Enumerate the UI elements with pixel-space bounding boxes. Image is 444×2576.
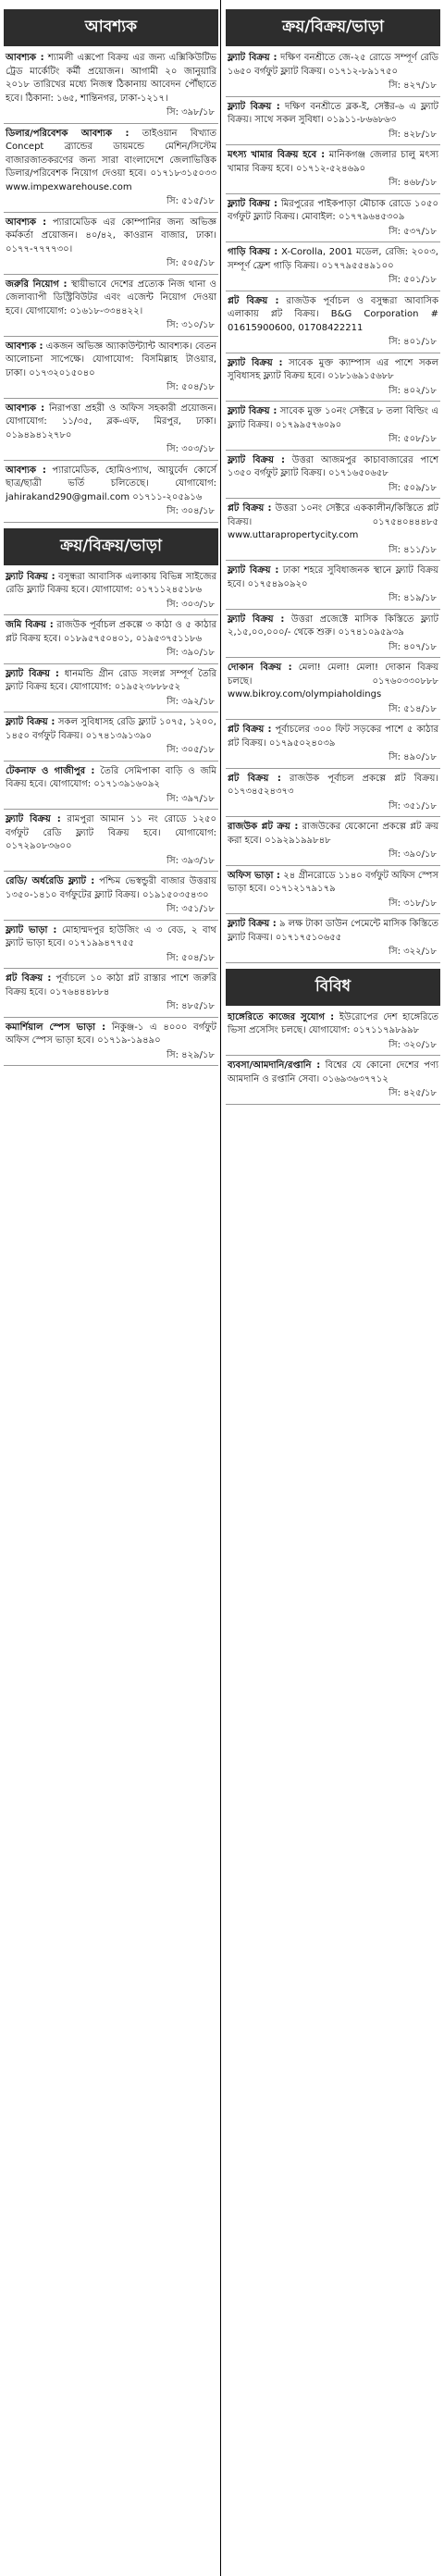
ad-text: সাবেক মুক্ত ১০নং সেক্টরে ৮ তলা বিল্ডিং এ ফ্ল্যাট বিক্রয়। ০১৭৯৯৫৭৬০৯০ [228,406,438,430]
ad-body [228,357,438,384]
ad-body [6,875,216,902]
ad-title: প্লট বিক্রয় : [228,724,272,735]
ad-text: মোহাম্মদপুর হাউজিং এ ৩ বেড, ২ বাথ ফ্ল্যাট ভাড়া হবে। ০১৭১৯৯৪৭৭৫৫ [6,924,216,948]
classified-ad [226,50,440,97]
classified-ad [226,403,440,451]
ad-code: সি: ৪৮৫/১৮ [166,1001,215,1011]
ad-title: আবশ্যক : [6,217,47,228]
ad-text: নিরাপত্তা প্রহরী ও অফিস সহকারী প্রয়োজন। যোগাযোগ: ১১/৩৫, ব্লক-এফ, মিরপুর, ঢাকা। ০১৯৪৯৪১২৭৮০ [6,402,216,440]
ad-text: পূর্বাচলের ৩০০ ফিট সড়কের পাশে ৫ কাঠার প্লট বিক্রয়। ০১৭৯৫০২৪০৩৯ [228,724,438,749]
classified-ad [226,771,440,818]
ad-body [6,52,216,105]
ad-body [228,454,438,481]
ad-body [228,405,438,432]
ad-title: ফ্ল্যাট বিক্রয় : [228,613,285,625]
ad-text: সাবেক মুক্ত ক্যাম্পাস এর পাশে সকল সুবিধাসহ ফ্ল্যাট বিক্রয় হবে। ০১৮১৬৯১৫৬৮৮ [228,357,438,381]
ad-body [228,1059,438,1086]
ad-code: সি: ৩০৩/১৮ [166,599,215,610]
right-column [226,4,440,1107]
ad-code: সি: ৫০৫/১৮ [166,258,215,268]
ad-code: সি: ৫০৪/১৮ [166,382,215,392]
classified-ad [226,563,440,610]
ad-code: সি: ৫০৮/১৮ [388,434,437,444]
ad-body [228,502,438,543]
classified-ad [4,215,218,275]
classified-ad [4,569,218,616]
ad-code: সি: ৩৫১/১৮ [388,800,437,811]
ad-text: দক্ষিণ বনশ্রীতে ব্লক-ই, সেক্টর-৬ এ ফ্ল্যাট বিক্রয়। সাথে সকল সুবিধা। ০১৯১১-৮৬৬৮৬৩ [228,101,438,125]
ad-code: সি: ৫০৪/১৮ [166,952,215,963]
ad-text: প্যারামেডিক, হোমিওপ্যাথ, আয়ুর্বেদ কোর্সে ছাত্র/ছাত্রী ভর্তি চলিতেছে। যোগাযোগ: jahirakand290@gmail.com ০১৭১১-২০৫৯১৬ [6,464,216,502]
ad-body [228,870,438,897]
ad-text: রাজউক পূর্বাচল ও বসুন্ধরা আবাসিক এলাকায় প্লট বিক্রয়। B&G Corporation # 01615900600, 01708422211 [228,295,438,333]
classified-ad [4,50,218,124]
ad-body [6,341,216,381]
ad-code: সি: ৩৫১/১৮ [166,904,215,914]
ad-text: তাইওয়ান বিখ্যাত Concept ব্র্যান্ডের ডায়মন্ডে মেশিন/সিস্টেম বাজারজাতকরণের জন্য সারা বাংলাদেশে জেলাভিত্তিক ডিলার/পরিবেশক নিয়োগ দেওয়া হবে। ০১৭১৮৩১৫০৩৩ www.impexwarehouse.com [6,128,216,192]
ad-code: সি: ৩২২/১৮ [388,947,437,957]
ad-text: বিশ্বের যে কোনো দেশের পণ্য আমদানি ও রপ্তানি সেবা। ০১৬৯৩৬৩৭৭১২ [228,1060,438,1084]
ad-text: মিরপুরের পাইকপাড়া মৌচাক রোডে ১০৫০ বর্গফুট ফ্ল্যাট বিক্রয়। মোবাইল: ০১৭৭৯৬৪৫৩০৯ [228,198,438,222]
ad-body [6,972,216,999]
ad-code: সি: ৩২০/১৮ [388,1039,437,1050]
ad-title: জমি বিক্রয় : [6,620,54,630]
ad-code: সি: ৩৯০/১৮ [388,849,437,860]
ad-text: সকল সুবিধাসহ রেডি ফ্ল্যাট ১০৭৫, ১২০০, ১৪৫০ বর্গফুট বিক্রয়। ০১৭৪১৩৯১৩৯০ [6,717,216,741]
ad-title: আবশ্যক : [6,464,46,476]
section-header: ক্রয়/বিক্রয়/ভাড়া [4,528,218,565]
ad-body [6,668,216,695]
ad-text: স্থায়ীভাবে দেশের প্রত্যেক নিজ থানা ও জেলাব্যাপী ডিস্ট্রিবিউটর এবং এজেন্ট নিয়োগ দেওয়া হবে। যোগাযোগ: ০১৬১৮-৩৩৪৪২২। [6,279,216,316]
ad-title: কমার্শিয়াল স্পেস ভাড়া : [6,1022,106,1033]
ad-text: তৈরি সেমিপাকা বাড়ি ও জমি বিক্রয় হবে। যোগাযোগ: ০১৭১৩৯১৬০৯২ [6,765,216,789]
classified-ad [226,1009,440,1057]
ad-body [6,571,216,598]
ad-code: সি: ৩০৫/১৮ [166,745,215,755]
ad-title: অফিস ভাড়া : [228,870,280,881]
ad-text: রাজউক পূর্বাচল প্রকল্পে প্লট বিক্রয়। ০১৭৩৪৫২৪৩৭৩ [228,773,438,797]
ad-text: ধানমন্ডি গ্রীন রোড সংলগ্ন সম্পূর্ণ তৈরি ফ্ল্যাট বিক্রয় হবে। যোগাযোগ: ০১৯৫২৩৮৮৮৫২ [6,668,216,692]
section-header: বিবিধ [226,969,440,1006]
ad-text: ২৪ গ্রীনরোডে ১১৪০ বর্গফুট অফিস স্পেস ভাড়া হবে। ০১৭১২১৭৯১৭৯ [228,870,438,894]
classified-ad [4,617,218,664]
ad-body [6,619,216,646]
ad-list [4,50,218,523]
ad-title: মৎস্য খামার বিক্রয় হবে : [228,150,326,160]
ad-body [6,279,216,319]
ad-title: ফ্ল্যাট বিক্রয় : [228,198,278,209]
classified-ad [226,147,440,194]
ad-code: সি: ৩৯৩/১৮ [166,855,215,866]
ad-title: ফ্ল্যাট বিক্রয় : [228,406,278,416]
ad-code: সি: ৫১৫/১৮ [166,196,215,206]
ad-title: রেডি/ অর্ধরেডি ফ্ল্যাট : [6,876,95,886]
ad-title: ফ্ল্যাট বিক্রয় : [228,565,279,576]
classified-ad [4,1020,218,1067]
ad-code: সি: ৫০১/১৮ [388,275,437,285]
section-header: আবশ্যক [4,9,218,46]
ad-code: সি: ৪১৯/১৮ [388,593,437,603]
classified-ad [4,763,218,811]
ad-title: ডিলার/পরিবেশক আবশ্যক : [6,128,130,139]
ad-text: X-Corolla, 2001 মডেল, রেজি: ২০০৩, সম্পূর্ণ ফ্রেশ গাড়ি বিক্রয়। ০১৭৭৯৫৫৪৯১০০ [228,247,438,271]
ad-text: উত্তরা ১০নং সেক্টরে এককালীন/কিস্তিতে প্লট বিক্রয়। ০১৭৫৪০৪৪৪৮৫ www.uttarapropertycity.com [228,503,438,540]
classified-ad [4,277,218,337]
ad-text: পশ্চিম ভেস্বন্ডুরী বাজার উত্তরায় ১৩৫০-১৪১০ বর্গফুটের ফ্ল্যাট বিক্রয়। ০১৯১৫০৩৫৪৩০ [6,876,217,900]
ad-title: টেকনাফ ও গাজীপুর : [6,765,95,776]
ad-title: দোকান বিক্রয় : [228,663,292,673]
classified-ad [4,339,218,399]
ad-title: ফ্ল্যাট বিক্রয় : [6,668,59,679]
ad-code: সি: ৪২৯/১৮ [166,1049,215,1060]
ad-body [228,149,438,176]
classified-ad [226,868,440,915]
classified-ad [226,196,440,243]
ad-body [228,918,438,945]
section-header: ক্রয়/বিক্রয়/ভাড়া [226,9,440,46]
ad-code: সি: ৩১৮/১৮ [388,898,437,909]
ad-body [228,101,438,128]
classified-ad [226,501,440,561]
ad-title: ফ্ল্যাট বিক্রয় : [228,919,277,929]
classified-ad [226,722,440,769]
ad-title: ফ্ল্যাট বিক্রয় : [6,814,61,824]
classified-ad [4,463,218,523]
ad-code: সি: ৪০২/১৮ [388,385,437,396]
ad-text: ইউরোপের দেশ হাঙ্গেরিতে ভিসা প্রসেসিং চলছে। যোগাযোগ: ০১৭১১৭৯৮৯৯৮ [228,1011,438,1035]
ad-code: সি: ৩৯০/১৮ [166,648,215,658]
ad-list [226,50,440,963]
ad-title: ফ্ল্যাট ভাড়া : [6,924,57,935]
ad-body [6,128,216,195]
ad-body [6,716,216,743]
ad-code: সি: ৪০১/১৮ [388,337,437,347]
ad-list [4,569,218,1067]
ad-body [228,724,438,750]
ad-text: শ্যামলী এক্সপো বিক্রয় এর জন্য এক্সিকিউটিভ ট্রেড মার্কেটিং কর্মী প্রয়োজন। আগামী ২০ জানুয়ারি ২০১৮ তারিখের মধ্যে নিজস্ব ঠিকানায় আবেদন পৌঁছাতে হবে। ঠিকানা: ১৬৫, শান্তিনগর, ঢাকা-১২১৭। [6,53,216,104]
ad-body [228,662,438,702]
ad-title: গাড়ি বিক্রয় : [228,247,278,257]
ad-title: হাঙ্গেরিতে কাজের সুযোগ : [228,1011,335,1022]
ad-text: মানিকগঞ্জ জেলার চালু মৎস্য খামার বিক্রয় হবে। ০১৭১২-৫২৪৬৯০ [228,150,438,174]
ad-body [6,402,216,443]
ad-code: সি: ৩৯৭/১৮ [166,793,215,804]
ad-code: সি: ৫০৯/১৮ [388,482,437,493]
ad-text: নিকুঞ্জ-১ এ ৪০০০ বর্গফুট অফিস স্পেস ভাড়া হবে। ০১৭১৯-১৯৪৯০ [6,1022,217,1046]
ad-body [6,1022,216,1048]
ad-body [228,564,438,591]
ad-title: জরুরি নিয়োগ : [6,279,68,290]
classified-ad [4,873,218,921]
ad-title: ফ্ল্যাট বিক্রয় : [228,53,278,63]
ad-code: সি: ৪৯০/১৮ [388,752,437,762]
ad-title: ফ্ল্যাট বিক্রয় : [228,357,283,368]
ad-text: রামপুরা আমান ১১ নং রোডে ১২৫০ বর্গফুট রেডি ফ্ল্যাট বিক্রয় হবে। যোগাযোগ: ০১৭২৯০৮৩৬০০ [6,814,216,851]
classified-ad [4,971,218,1018]
ad-text: ৯ লক্ষ টাকা ডাউন পেমেন্টে মাসিক কিস্তিতে ফ্ল্যাট বিক্রয়। ০১৭১৭৫১০৬৫৫ [228,919,438,943]
ad-text: রাজউকের যেকোনো প্রকল্পে প্লট ক্রয় করা হবে। ০১৯২৯১৯৯৮৪৮ [228,822,438,846]
classified-ad [4,811,218,872]
ad-body [6,924,216,951]
ad-text: ঢাকা শহরে সুবিধাজনক স্থানে ফ্ল্যাট বিক্রয় হবে। ০১৭৫৪৯০৯২০ [228,565,438,589]
ad-body [228,1011,438,1038]
ad-code: সি: ৩০৩/১৮ [166,444,215,454]
ad-body [228,821,438,848]
ad-title: রাজউক প্লট ক্রয় : [228,822,299,832]
ad-code: সি: ৪১১/১৮ [388,544,437,555]
classified-ad [226,819,440,866]
ad-body [228,773,438,799]
ad-title: ফ্ল্যাট বিক্রয় : [6,571,56,582]
classified-ad [226,1058,440,1105]
ad-body [228,246,438,273]
classified-ad [226,244,440,291]
ad-body [6,217,216,257]
ad-text: একজন অভিজ্ঞ অ্যাকাউন্ট্যান্ট আবশ্যক। বেতন আলোচনা সাপেক্ষে। যোগাযোগ: বিসমিল্লাহ টাওয়ার, ঢাকা। ০১৭৩২০১৫০৪০ [6,341,216,378]
ad-title: প্লট বিক্রয় : [228,773,281,784]
ad-title: ফ্ল্যাট বিক্রয় : [228,454,285,465]
ad-title: ব্যবসা/আমদানি/রপ্তানি : [228,1060,321,1071]
ad-title: আবশ্যক : [6,341,43,352]
ad-text: দক্ষিণ বনশ্রীতে জে-২৫ রোডে সম্পূর্ণ রেডি ১৬৫০ বর্গফুট ফ্ল্যাট বিক্রয়। ০১৭১২-৮৯১৭৫০ [228,53,438,77]
classified-ad [226,612,440,659]
ad-title: প্লট বিক্রয় : [228,503,272,514]
ad-text: উত্তরা আজমপুর কাচাবাজারের পাশে ১৩৫০ বর্গফুট ফ্ল্যাট বিক্রয়। ০১৭১৬৫০৬৫৮ [228,454,438,478]
ad-title: প্লট বিক্রয় : [228,295,279,306]
ad-text: উত্তরা প্রজেক্টে মাসিক কিস্তিতে ফ্ল্যাট ২,১৫,০০,০০০/- থেকে শুরু। ০১৭৪১০৯৫৯৩৯ [228,613,438,638]
classified-ad [226,452,440,500]
ad-list [226,1009,440,1105]
ad-code: সি: ৩৯৮/১৮ [166,107,215,118]
classified-ad [226,660,440,720]
ad-code: সি: ৪২৭/১৮ [388,80,437,91]
ad-code: সি: ৪৬৮/১৮ [388,178,437,188]
ad-code: সি: ৩০৪/১৮ [166,506,215,516]
ad-code: সি: ৪০৭/১৮ [388,641,437,652]
classified-ad [4,923,218,970]
ad-code: সি: ৫৩৭/১৮ [388,226,437,237]
ad-body [228,613,438,640]
left-column [4,4,218,1068]
ad-title: ফ্ল্যাট বিক্রয় : [6,717,56,727]
ad-code: সি: ৪২৮/১৮ [388,129,437,140]
classified-ad [226,916,440,963]
ad-code: সি: ৩১০/১৮ [166,320,215,330]
classified-ad [4,126,218,213]
ad-text: বসুন্ধরা আবাসিক এলাকায় বিভিন্ন সাইজের রেডি ফ্ল্যাট বিক্রয় হবে। যোগাযোগ: ০১৭১১২৪৫১৮৬ [6,571,216,595]
ad-code: সি: ৪২৫/১৮ [388,1088,437,1098]
ad-text: পূর্বাচলে ১০ কাঠা প্লট রাস্তার পাশে জরুরি বিক্রয় হবে। ০১৭৬৪৪৪৮৮৪ [6,973,216,997]
ad-body [6,464,216,505]
ad-code: সি: ৩৯২/১৮ [166,696,215,707]
ad-body [228,52,438,79]
ad-text: রাজউক পূর্বাচল প্রকল্পে ৩ কাঠা ও ৫ কাঠার প্লট বিক্রয় হবে। ০১৮৯৫৭৫০৪০১, ০১৯৫৩৭৫১১৮৬ [6,620,216,644]
classified-ad [226,293,440,353]
classified-ad [226,355,440,402]
classified-ad [226,99,440,146]
ad-code: সি: ৫১৪/১৮ [388,703,437,714]
ad-title: আবশ্যক : [6,53,44,63]
ad-text: প্যারামেডিক এর কোম্পানির জন্য অভিজ্ঞ কর্মকর্তা প্রয়োজন। ৪০/৪২, কাওরান বাজার, ঢাকা। ০১৭৭-৭৭৭৭৩০। [6,217,216,254]
classified-ad [4,666,218,713]
ad-text: মেলা! মেলা! মেলা! দোকান বিক্রয় চলছে। ০১৭৬০৩৩০৮৮৮ www.bikroy.com/olympiaholdings [228,663,438,700]
classified-ad [4,401,218,461]
ad-title: প্লট বিক্রয় : [6,973,52,984]
classified-ad [4,714,218,762]
ad-body [228,198,438,225]
column-divider [220,0,221,2576]
ad-title: ফ্ল্যাট বিক্রয় : [228,101,280,112]
ad-body [228,295,438,336]
ad-title: আবশ্যক : [6,402,45,414]
ad-body [6,765,216,792]
ad-body [6,813,216,854]
